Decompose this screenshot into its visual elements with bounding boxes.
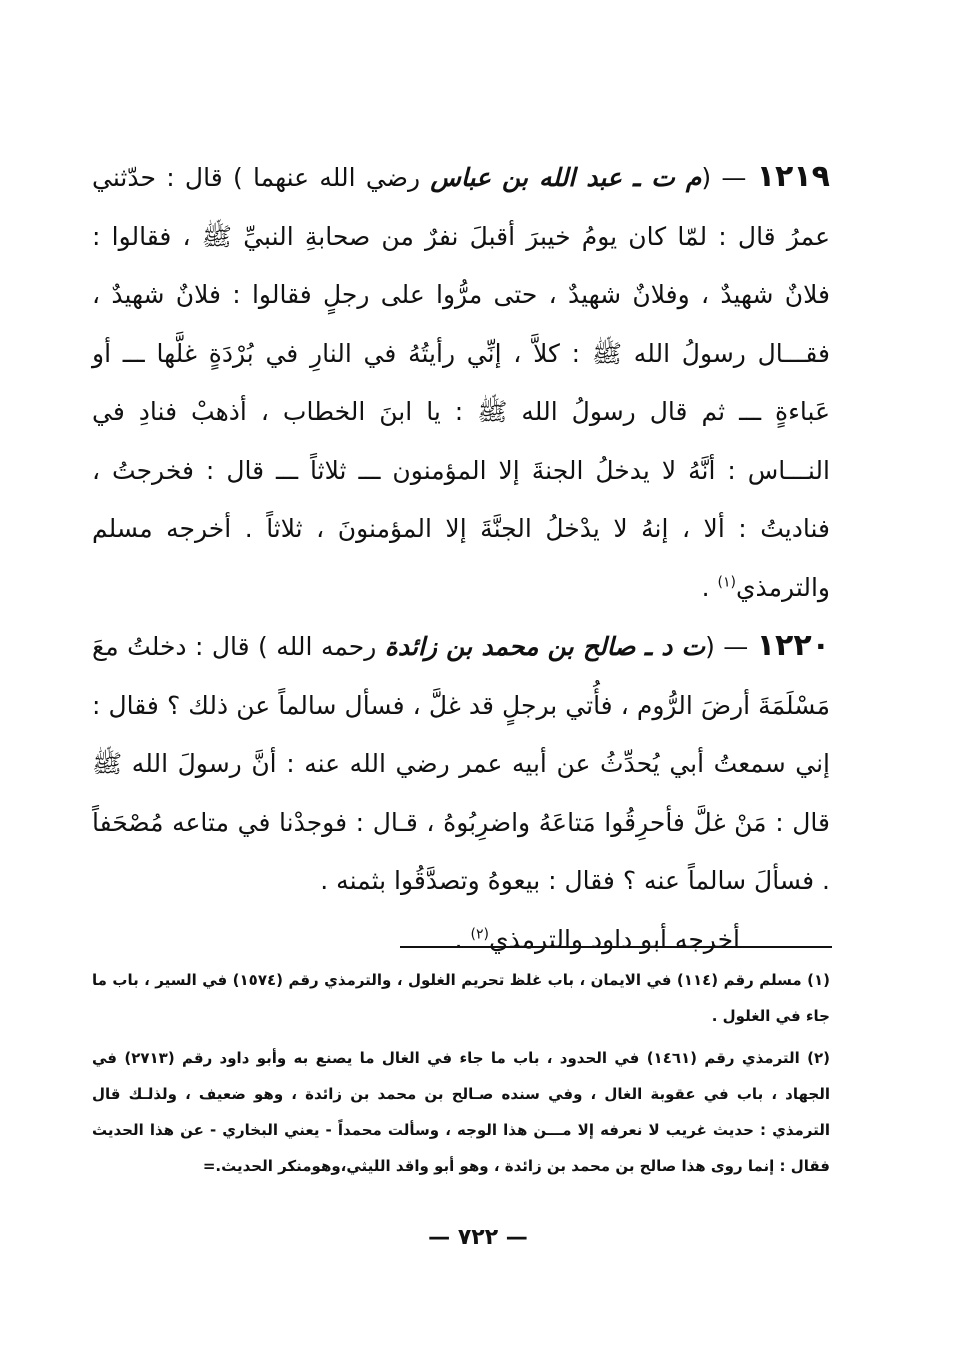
footnote-1: (١) مسلم رقم (١١٤) في الايمان ، باب غلظ تحريم الغلول ، والترمذي رقم (١٥٧٤) في السير ، باب ما جاء في الغلول . [92,971,830,1025]
narrator-closing: رضي الله عنهما ) قال : حدّثني [92,163,421,192]
narrator-closing: رحمه الله ) قال : دخلتُ معَ [92,632,377,661]
hadith-text: عمرُ قال : لمّا كان يومُ خيبرَ أقبلَ نفرٌ من صحابةِ النبيِّ ﷺ ، فقالوا : فلانٌ شهيدٌ ، وفلانٌ شهيدٌ ، حتى مرُّوا على رجلٍ فقالوا : فلانٌ شهيدٌ ، فقـــال رسولُ الله ﷺ : كلاَّ ، إنِّي رأيتُهُ في النارِ في بُرْدَةٍ غلَّها ـــ أو عَباءةٍ ـــ ثم قال رسولُ الله ﷺ : يا ابنَ الخطاب ، أذهبْ فنادِ في النـــاس : أنَّهُ لا يدخلُ الجنةَ إلا المؤمنون ـــ ثلاثاً ـــ قال : فخرجتُ ، فناديتُ : ألا ، إنهُ لا يدْخلُ الجنَّةَ إلا المؤمنونَ ، ثلاثاً . أخرجه مسلم والترمذي [92,221,830,602]
footnote-divider [400,946,832,948]
source-text: أخرجه أبو داود والترمذي [488,924,740,954]
hadith-1220 [92,617,830,969]
narrator-name: م ت ـ عبد الله بن عباس [430,163,702,192]
main-text [92,148,830,969]
footnote-ref: (١) [717,574,736,591]
end-mark: . [701,572,718,602]
source-line [92,911,830,970]
footnote-ref: (٢) [470,926,489,943]
hadith-number: ١٢١٩ [756,159,830,194]
dash: — [721,163,747,192]
footnotes [92,962,830,1190]
hadith-text: مَسْلَمَةَ أرضَ الرُّوم ، فأُتي برجلٍ قد غلَّ ، فسأل سالماً عن ذلك ؟ فقال : إني سمعتُ أبي يُحدِّثُ عن أبيه عمر رضي الله عنه : أنَّ رسولَ الله ﷺ قال : مَنْ غلَّ فأحرِقُوا مَتاعَهُ واضرِبُوهُ ، قـال : فوجدْنا في متاعه مُصْحَفاً . فسألَ سالماً عنه ؟ فقال : بيعوهُ وتصدَّقُوا بثمنه . [92,690,830,895]
page-number: — ٧٢٢ — [428,1225,528,1250]
narrator-name: ت د ـ صالح بن محمد بن زائدة [384,632,706,661]
open-paren: ( [701,163,712,192]
footnote-2: (٢) الترمذي رقم (١٤٦١) في الحدود ، باب ما جاء في الغال ما يصنع به وأبو داود رقم (٢٧١٣) في الجهاد ، باب في عقوبة الغال ، وفي سنده صـالح بن محمد بن زائدة ، وهو ضعيف ، ولذلـك قال الترمذي : حديث غريب لا نعرفه إلا مـــن هذا الوجه ، وسألت محمداً - يعني البخاري - عن هذا الحديث فقال : إنما روى هذا صالح بن محمد بن زائدة ، وهو أبو واقد الليثي،وهومنكر الحديث.= [92,1049,831,1175]
end-mark: . [454,924,471,954]
dash: — [723,632,749,661]
hadith-number: ١٢٢٠ [756,628,830,663]
open-paren: ( [705,632,715,661]
hadith-1219 [92,148,830,617]
